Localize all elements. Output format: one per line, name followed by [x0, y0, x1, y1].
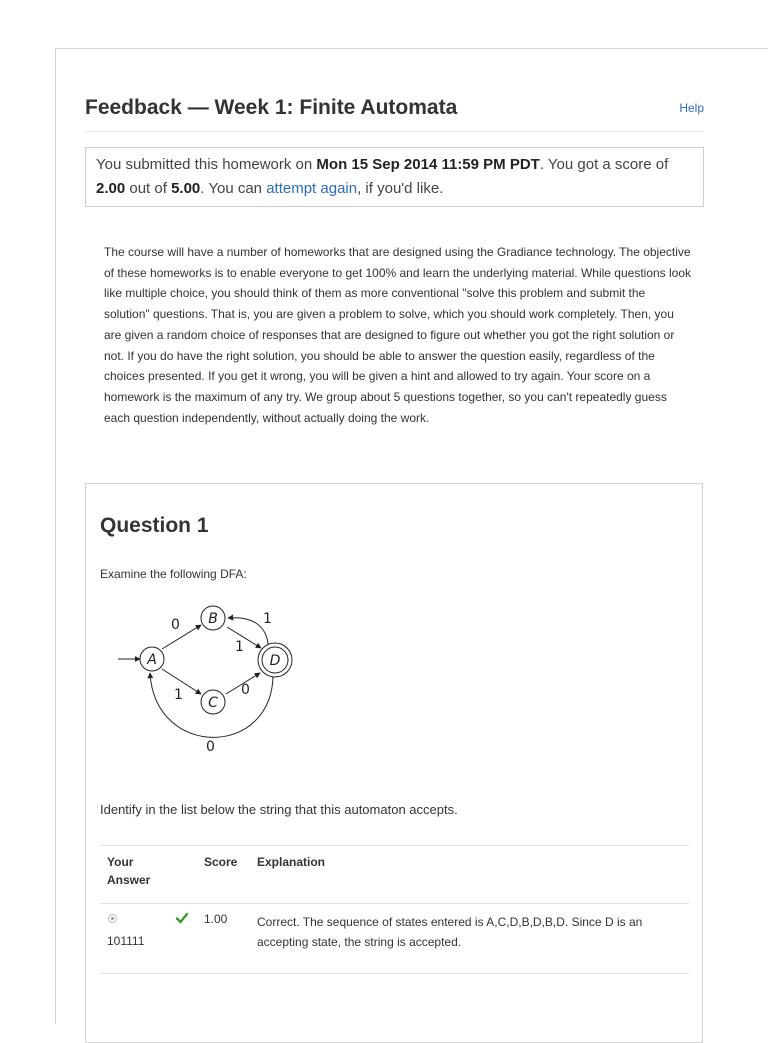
edge-b-d: [227, 627, 261, 648]
state-label-c: C: [208, 695, 218, 711]
check-icon: [176, 912, 188, 924]
edge-label-d-a: 0: [206, 739, 215, 755]
state-label-b: B: [208, 611, 218, 627]
top-rule: [55, 48, 768, 49]
notice-text-3: out of: [125, 180, 172, 197]
header-score: Score: [204, 855, 238, 869]
page-title: Feedback — Week 1: Finite Automata: [85, 96, 458, 119]
help-link[interactable]: Help: [679, 101, 704, 115]
header-explanation: Explanation: [257, 855, 326, 869]
intro-paragraph: The course will have a number of homeworks that are designed using the Gradiance technology. The objective of these homeworks is to enable everyone to get 100% and learn the underlying material. While questions look like multiple choice, you should think of them as more conventional "solve this problem and submit the solution" questions. That is, you are given a problem to solve, which you should work completely. Then, you are given a random choice of responses that are designed to figure out whether you got the right solution or not. If you do have the right solution, you should be able to answer the question easily, regardless of the choices presented. If you get it wrong, you will be given a hint and allowed to try again. Your score on a homework is the maximum of any try. We group about 5 questions together, so you can't repeatedly guess each question independently, without actually doing the work.: [104, 245, 692, 425]
header-your-answer: Your Answer: [107, 855, 151, 887]
answer-score: 1.00: [204, 912, 228, 926]
state-label-d: D: [269, 653, 281, 669]
table-header-rule: [100, 903, 689, 904]
notice-text-4: . You can: [200, 180, 267, 197]
edge-label-a-c: 1: [174, 687, 183, 703]
notice-text-2: . You got a score of: [539, 156, 669, 173]
attempt-again-link[interactable]: attempt again: [266, 180, 358, 197]
submission-date: Mon 15 Sep 2014 11:59 PM PDT: [316, 156, 540, 173]
edge-label-c-d: 0: [241, 682, 250, 698]
table-bottom-rule: [100, 973, 689, 974]
question-instruction: Identify in the list below the string that this automaton accepts.: [100, 802, 458, 817]
title-divider: [85, 131, 704, 132]
edge-a-b: [162, 625, 201, 649]
question-prompt: Examine the following DFA:: [100, 567, 247, 581]
state-label-a: A: [147, 652, 157, 668]
submission-max-score: 5.00: [171, 180, 201, 197]
answer-value: 101111: [107, 934, 145, 948]
answer-explanation: Correct. The sequence of states entered is A,C,D,B,D,B,D. Since D is an accepting state, the string is accepted.: [257, 915, 643, 949]
edge-label-a-b: 0: [171, 617, 180, 633]
edge-label-b-d: 1: [235, 639, 244, 655]
dfa-diagram: [115, 600, 305, 762]
submission-score: 2.00: [96, 180, 126, 197]
left-rule: [55, 48, 56, 1024]
edge-label-d-b: 1: [263, 611, 272, 627]
notice-text-1: You submitted this homework on: [96, 156, 317, 173]
submission-notice: [85, 147, 704, 207]
question-title: Question 1: [100, 514, 209, 537]
notice-text-5: , if you'd like.: [357, 180, 444, 197]
answer-radio[interactable]: [108, 914, 117, 923]
table-top-rule: [100, 845, 689, 846]
